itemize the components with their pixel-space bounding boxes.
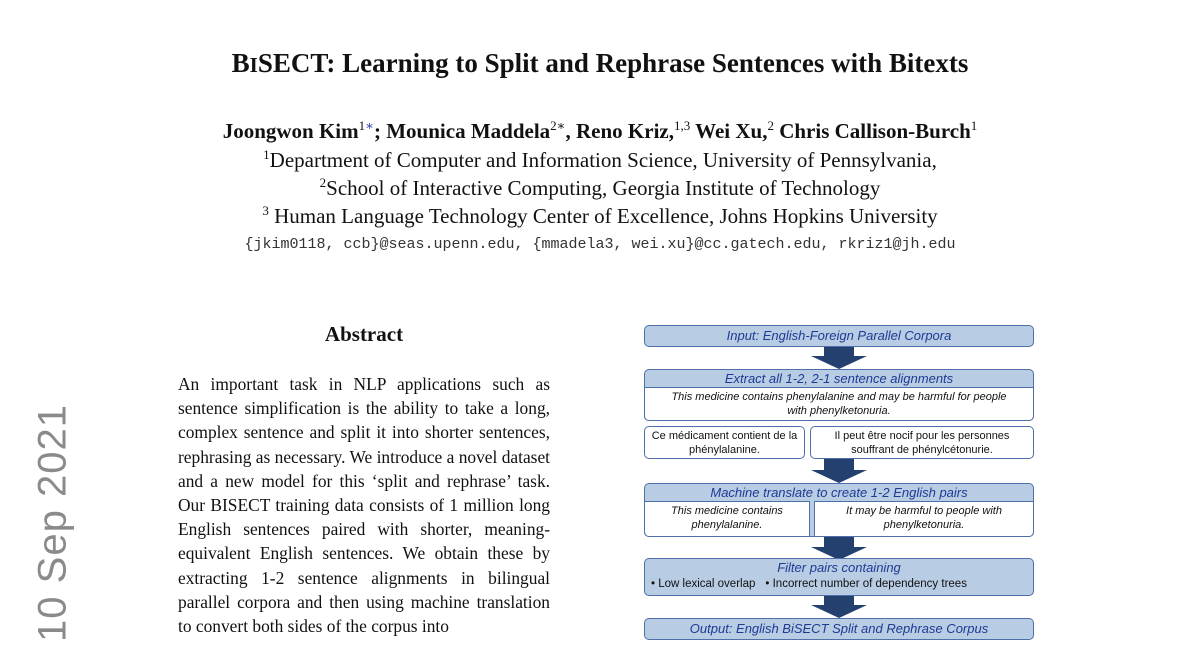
affiliation-3 xyxy=(0,203,1200,229)
down-arrow-icon xyxy=(811,605,867,618)
foreign-sentence-2: Il peut être nocif pour les personnes souffrant de phénylcétonurie. xyxy=(810,426,1034,459)
author-separator: ; xyxy=(373,119,387,143)
author-separator: , xyxy=(565,119,576,143)
author-affil-sup: 2 xyxy=(767,118,774,133)
author-affil-sup: 1 xyxy=(358,118,366,133)
author-affil-sup: 2∗ xyxy=(550,118,566,133)
affiliation-sup: 2 xyxy=(319,175,327,190)
author-affil-sup: 1,3 xyxy=(673,118,691,133)
down-arrow-icon xyxy=(811,356,867,369)
filter-bullet: • Low lexical overlap xyxy=(651,578,756,590)
watermark-date: 10 Sep 2021 xyxy=(30,403,75,642)
filter-box xyxy=(644,558,1034,596)
translate-heading: Machine translate to create 1-2 English pairs xyxy=(710,485,968,500)
output-box: Output: English BiSECT Split and Rephrase Corpus xyxy=(644,618,1034,640)
author-affil-sup: 1 xyxy=(970,118,978,133)
abstract-body: An important task in NLP applications such as sentence simplification is the ability to take a long, complex sentence and split it into shorter sentences, rephrasing as necessary. We introduce a novel dataset and a new model for this ‘split and rephrase’ task. Our BISECT training data consists of 1 million long English sentences paired with shorter, meaning-equivalent English sentences. We obtain these by extracting 1-2 sentence alignments in bilingual parallel corpora and then using machine translation to convert both sides of the corpus into xyxy=(178,374,550,637)
affiliation-text: Human Language Technology Center of Excellence, Johns Hopkins University xyxy=(268,204,938,228)
extract-heading: Extract all 1-2, 2-1 sentence alignments xyxy=(724,371,954,386)
affiliation-text: School of Interactive Computing, Georgia Institute of Technology xyxy=(326,176,881,200)
translate-box xyxy=(644,483,1034,537)
english-split-1: This medicine contains phenylalanine. xyxy=(644,501,810,537)
filter-heading: Filter pairs containing xyxy=(777,560,901,575)
author-name: Mounica Maddela xyxy=(386,119,551,143)
extract-box xyxy=(644,369,1034,421)
pipeline-figure xyxy=(640,320,1038,648)
filter-bullet: • Incorrect number of dependency trees xyxy=(765,578,967,590)
english-sentence: This medicine contains phenylalanine and may be harmful for people with phenylketonuria. xyxy=(644,387,1034,421)
foreign-sentence-1: Ce médicament contient de la phénylalanine. xyxy=(644,426,805,459)
author-emails: {jkim0118, ccb}@seas.upenn.edu, {mmadela3, wei.xu}@cc.gatech.edu, rkriz1@jh.edu xyxy=(244,236,956,253)
english-split-2: It may be harmful to people with phenylketonuria. xyxy=(814,501,1034,537)
author-name: Chris Callison-Burch xyxy=(779,119,971,143)
title-main: SECT: Learning to Split and Rephrase Sentences with Bitexts xyxy=(257,48,969,78)
author-name: Joongwon Kim xyxy=(222,119,359,143)
down-arrow-icon xyxy=(811,470,867,483)
affiliation-2 xyxy=(0,175,1200,201)
input-box: Input: English-Foreign Parallel Corpora xyxy=(644,325,1034,347)
affiliation-1 xyxy=(0,147,1200,173)
paper-title xyxy=(0,48,1200,79)
affiliation-sup: 1 xyxy=(263,147,270,162)
author-name: Wei Xu, xyxy=(695,119,768,143)
affiliation-text: Department of Computer and Information Science, University of Pennsylvania, xyxy=(269,148,937,172)
filter-criteria xyxy=(651,578,1029,590)
author-list xyxy=(0,118,1200,144)
author-name: Reno Kriz, xyxy=(576,119,674,143)
author-footnote-star: ∗ xyxy=(365,118,374,133)
abstract-heading: Abstract xyxy=(324,322,404,346)
title-smallcaps: I xyxy=(249,53,258,77)
title-initial: B xyxy=(231,48,250,78)
arxiv-watermark xyxy=(28,403,78,642)
affiliation-sup: 3 xyxy=(262,203,269,218)
